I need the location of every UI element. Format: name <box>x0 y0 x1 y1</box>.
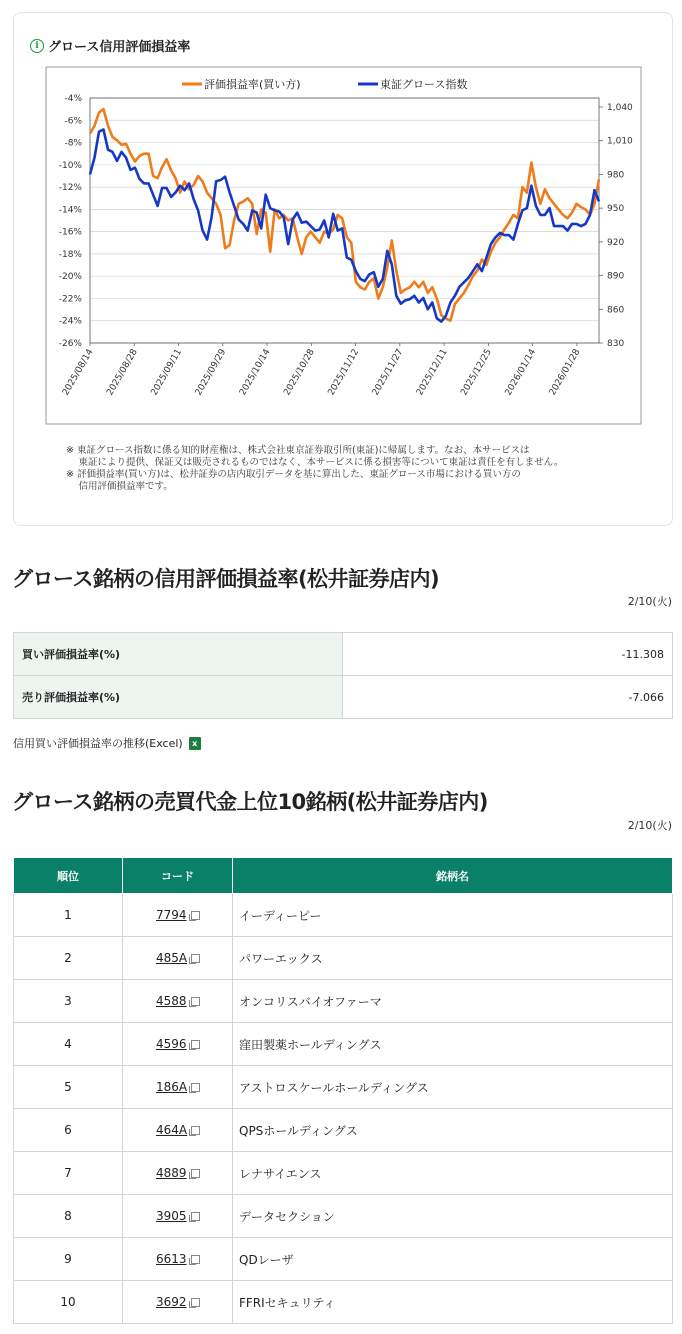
code-link[interactable]: 7794 <box>156 908 187 922</box>
name-cell: パワーエックス <box>233 937 673 980</box>
ranking-heading: グロース銘柄の売買代金上位10銘柄(松井証券店内) <box>12 790 488 814</box>
x-tick-label: 2025/10/14 <box>238 347 273 398</box>
code-link[interactable]: 186A <box>156 1080 188 1094</box>
rank-cell: 6 <box>14 1109 123 1152</box>
rank-cell: 3 <box>14 980 123 1023</box>
y-left-tick-label: -22% <box>58 294 82 305</box>
code-cell <box>123 1152 233 1195</box>
sell-eval-label: 売り評価損益率(%) <box>14 676 343 719</box>
x-tick-label: 2026/01/28 <box>547 347 583 398</box>
code-link[interactable]: 3692 <box>156 1295 187 1309</box>
ranking-table <box>13 857 673 1324</box>
y-right-tick-label: 980 <box>607 170 625 181</box>
column-header-code: コード <box>123 858 233 894</box>
y-left-tick-label: -26% <box>58 339 82 349</box>
note-line: 信用評価損益率です。 <box>66 481 173 492</box>
rank-cell: 1 <box>14 894 123 937</box>
rank-cell: 7 <box>14 1152 123 1195</box>
x-tick-label: 2025/11/12 <box>326 347 362 398</box>
margin-evaluation-chart <box>14 13 674 433</box>
y-left-tick-label: -12% <box>58 183 82 194</box>
rank-cell: 8 <box>14 1195 123 1238</box>
y-left-tick-label: -16% <box>58 227 82 238</box>
code-cell <box>123 1109 233 1152</box>
y-left-tick-label: -14% <box>58 205 82 216</box>
table-row <box>14 1066 673 1109</box>
copy-icon[interactable] <box>191 1298 200 1307</box>
table-row <box>14 980 673 1023</box>
table-row <box>14 1195 673 1238</box>
eval-table <box>13 632 673 719</box>
y-left-tick-label: -4% <box>64 94 82 104</box>
x-tick-label: 2025/10/28 <box>282 347 317 398</box>
y-right-tick-label: 890 <box>607 271 625 282</box>
name-cell: オンコリスバイオファーマ <box>233 980 673 1023</box>
table-header-row <box>14 858 673 894</box>
copy-icon[interactable] <box>191 1083 200 1092</box>
copy-icon[interactable] <box>191 1169 200 1178</box>
x-tick-label: 2025/09/29 <box>193 347 229 398</box>
code-link[interactable]: 6613 <box>156 1252 187 1266</box>
info-icon[interactable]: i <box>30 39 44 53</box>
table-row <box>14 633 673 676</box>
rank-cell: 10 <box>14 1281 123 1324</box>
chart-card <box>13 12 673 526</box>
chart-notes <box>66 445 563 493</box>
y-left-tick-label: -24% <box>58 316 82 327</box>
name-cell: QPSホールディングス <box>233 1109 673 1152</box>
code-cell <box>123 894 233 937</box>
sell-eval-value: -7.066 <box>343 676 673 719</box>
card-title-text: グロース信用評価損益率 <box>48 40 191 55</box>
y-right-tick-label: 1,040 <box>607 102 633 113</box>
x-tick-label: 2025/09/11 <box>149 347 185 398</box>
y-right-tick-label: 950 <box>607 204 625 215</box>
code-link[interactable]: 4596 <box>156 1037 187 1051</box>
y-right-tick-label: 830 <box>607 339 625 349</box>
y-left-tick-label: -6% <box>64 116 82 127</box>
ranking-date: 2/10(火) <box>627 819 672 832</box>
name-cell: レナサイエンス <box>233 1152 673 1195</box>
name-cell: FFRIセキュリティ <box>233 1281 673 1324</box>
y-left-tick-label: -18% <box>58 249 82 260</box>
table-row <box>14 1238 673 1281</box>
code-cell <box>123 937 233 980</box>
name-cell: アストロスケールホールディングス <box>233 1066 673 1109</box>
legend-label: 評価損益率(買い方) <box>204 78 301 91</box>
copy-icon[interactable] <box>191 997 200 1006</box>
table-row <box>14 1109 673 1152</box>
note-line: ※ 東証グロース指数に係る知的財産権は、株式会社東京証券取引所(東証)に帰属します。なお、本サービスは <box>66 445 530 456</box>
code-link[interactable]: 464A <box>156 1123 188 1137</box>
code-cell <box>123 1281 233 1324</box>
excel-icon[interactable]: x <box>189 737 201 750</box>
copy-icon[interactable] <box>191 1212 200 1221</box>
x-tick-label: 2026/01/14 <box>503 347 539 398</box>
rank-cell: 5 <box>14 1066 123 1109</box>
x-tick-label: 2025/12/11 <box>415 347 450 398</box>
eval-heading: グロース銘柄の信用評価損益率(松井証券店内) <box>12 567 440 591</box>
name-cell: QDレーザ <box>233 1238 673 1281</box>
eval-date: 2/10(火) <box>627 595 672 608</box>
table-row <box>14 1281 673 1324</box>
y-right-tick-label: 860 <box>607 305 625 316</box>
table-row <box>14 894 673 937</box>
excel-link[interactable] <box>13 735 201 751</box>
code-link[interactable]: 3905 <box>156 1209 187 1223</box>
code-cell <box>123 1195 233 1238</box>
buy-eval-label: 買い評価損益率(%) <box>14 633 343 676</box>
rank-cell: 2 <box>14 937 123 980</box>
table-row <box>14 937 673 980</box>
table-row <box>14 1152 673 1195</box>
code-cell <box>123 1066 233 1109</box>
code-link[interactable]: 4588 <box>156 994 187 1008</box>
note-line: ※ 評価損益率(買い方)は、松井証券の店内取引データを基に算出した、東証グロース市場における買い方の <box>66 469 521 480</box>
code-cell <box>123 980 233 1023</box>
copy-icon[interactable] <box>191 1255 200 1264</box>
name-cell: データセクション <box>233 1195 673 1238</box>
column-header-name: 銘柄名 <box>233 858 673 894</box>
buy-eval-value: -11.308 <box>343 633 673 676</box>
y-left-tick-label: -20% <box>58 272 82 283</box>
name-cell: イーディーピー <box>233 894 673 937</box>
y-left-tick-label: -8% <box>64 138 82 149</box>
x-tick-label: 2025/08/14 <box>61 347 96 398</box>
name-cell: 窪田製薬ホールディングス <box>233 1023 673 1066</box>
copy-icon[interactable] <box>191 1126 200 1135</box>
x-tick-label: 2025/11/27 <box>370 347 406 398</box>
y-right-tick-label: 920 <box>607 237 625 248</box>
code-cell <box>123 1023 233 1066</box>
legend-label: 東証グロース指数 <box>380 78 468 91</box>
x-tick-label: 2025/12/25 <box>459 347 494 398</box>
column-header-rank: 順位 <box>14 858 123 894</box>
y-right-tick-label: 1,010 <box>607 136 633 147</box>
table-row <box>14 676 673 719</box>
copy-icon[interactable] <box>191 954 200 963</box>
y-left-tick-label: -10% <box>58 160 82 171</box>
excel-link-text[interactable]: 信用買い評価損益率の推移(Excel) <box>13 737 183 750</box>
rank-cell: 4 <box>14 1023 123 1066</box>
copy-icon[interactable] <box>191 1040 200 1049</box>
code-link[interactable]: 485A <box>156 951 188 965</box>
table-row <box>14 1023 673 1066</box>
note-line: 東証により提供、保証又は販売されるものではなく、本サービスに係る損害等について東証は責任を有しません。 <box>66 457 564 468</box>
rank-cell: 9 <box>14 1238 123 1281</box>
code-cell <box>123 1238 233 1281</box>
copy-icon[interactable] <box>191 911 200 920</box>
code-link[interactable]: 4889 <box>156 1166 187 1180</box>
x-tick-label: 2025/08/28 <box>105 347 140 398</box>
